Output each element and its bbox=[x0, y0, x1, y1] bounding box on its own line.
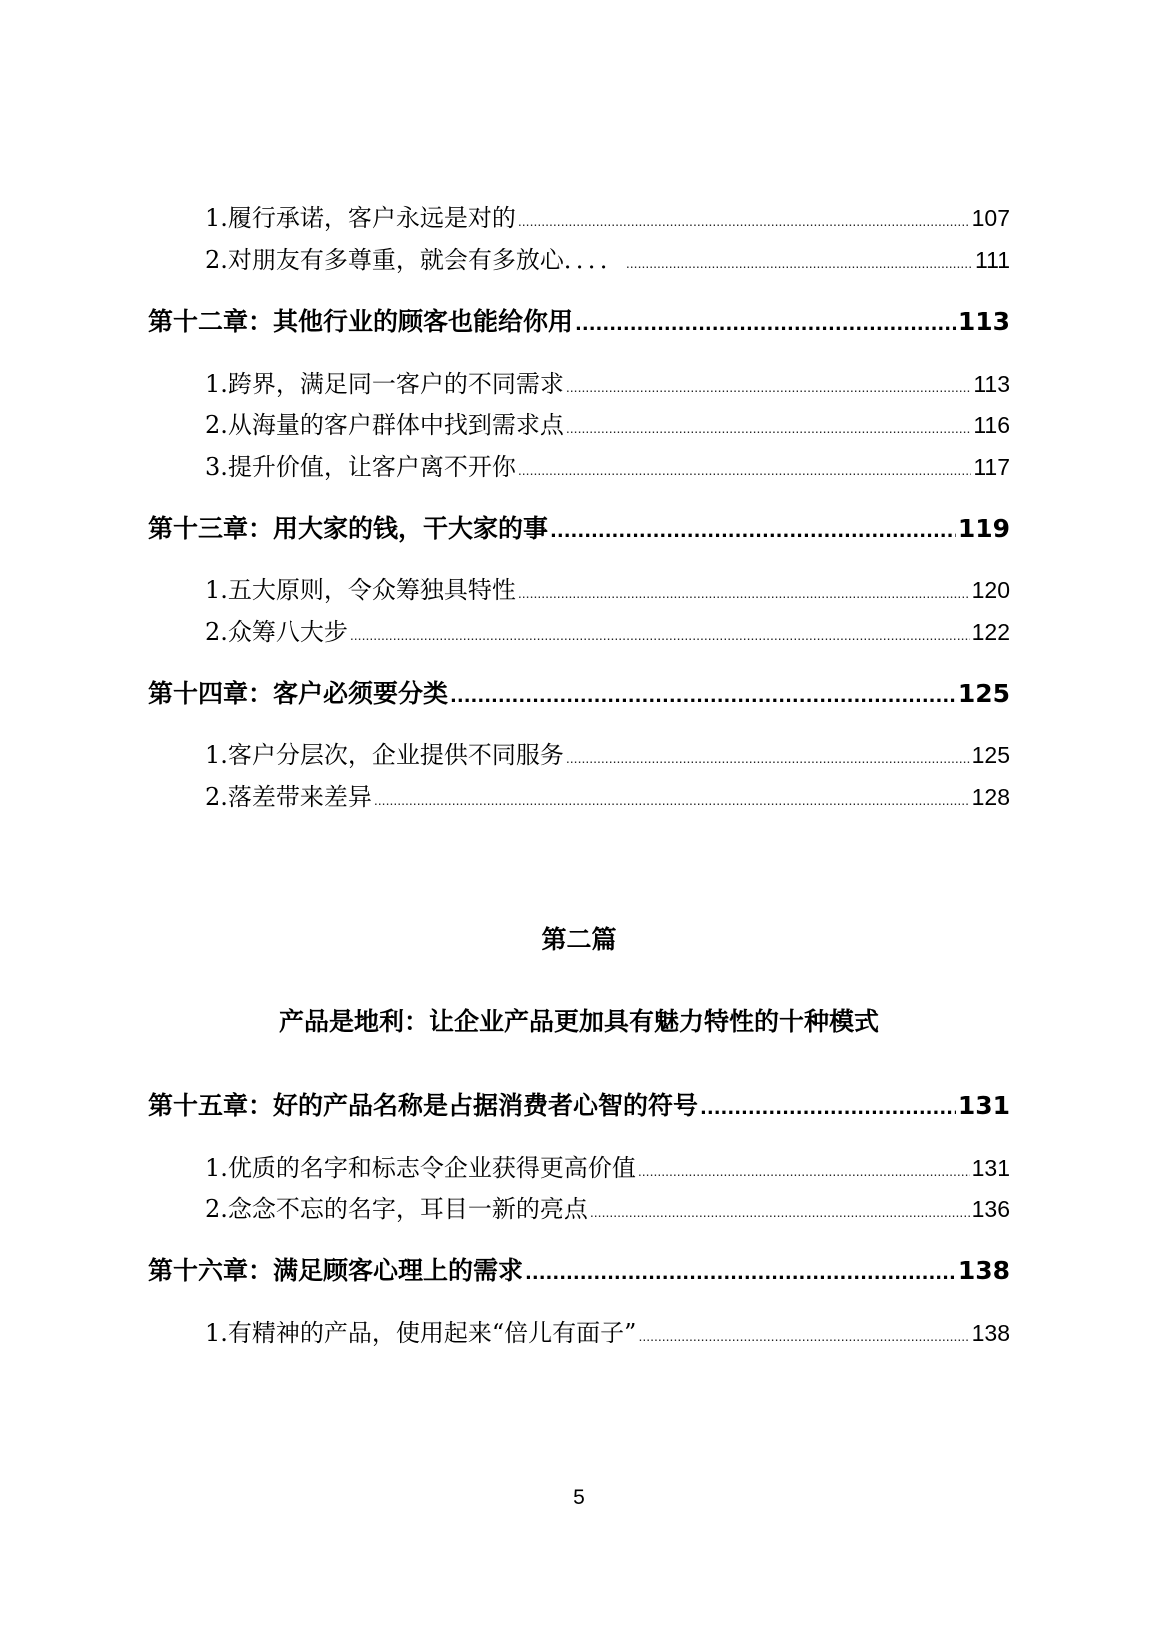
dot-leader bbox=[590, 1204, 970, 1220]
dot-leader bbox=[626, 255, 973, 271]
toc-chapter[interactable] bbox=[148, 509, 1010, 545]
dot-leader bbox=[525, 1263, 956, 1284]
chapter-title: 第十五章：好的产品名称是占据消费者心智的符号 bbox=[148, 1091, 699, 1120]
toc-entry[interactable] bbox=[205, 612, 1010, 647]
toc-entry[interactable] bbox=[205, 198, 1010, 233]
toc-entry[interactable] bbox=[205, 240, 1010, 275]
dot-leader bbox=[518, 462, 971, 478]
dot-leader bbox=[638, 1328, 969, 1344]
toc-entry[interactable] bbox=[205, 1189, 1010, 1224]
toc-entry-page: 111 bbox=[975, 247, 1010, 273]
toc-entry[interactable] bbox=[205, 735, 1010, 770]
toc-entry-title: 2.对朋友有多尊重，就会有多放心．．．． bbox=[205, 246, 624, 274]
toc-entry-page: 113 bbox=[973, 371, 1010, 397]
toc-entry-page: 128 bbox=[971, 784, 1010, 810]
chapter-page: 138 bbox=[957, 1256, 1010, 1285]
dot-leader bbox=[566, 379, 971, 395]
toc-entry-page: 122 bbox=[971, 619, 1010, 645]
toc-entry-title: 1.有精神的产品，使用起来“倍儿有面子” bbox=[205, 1319, 637, 1347]
toc-entry-title: 1.履行承诺，客户永远是对的 bbox=[205, 204, 516, 232]
toc-chapter[interactable] bbox=[148, 1086, 1010, 1122]
toc-entry-page: 117 bbox=[973, 454, 1010, 480]
toc-entry-page: 116 bbox=[973, 412, 1010, 438]
toc-entry[interactable] bbox=[205, 447, 1010, 482]
chapter-page: 119 bbox=[957, 514, 1010, 543]
dot-leader bbox=[518, 585, 970, 601]
toc-entry[interactable] bbox=[205, 1313, 1010, 1348]
toc-entry-page: 120 bbox=[971, 577, 1010, 603]
toc-entry-page: 107 bbox=[971, 205, 1010, 231]
toc-entry-page: 138 bbox=[971, 1320, 1010, 1346]
toc-entry-title: 1.优质的名字和标志令企业获得更高价值 bbox=[205, 1154, 636, 1182]
toc-entry-page: 131 bbox=[971, 1155, 1010, 1181]
part-title: 产品是地利：让企业产品更加具有魅力特性的十种模式 bbox=[278, 1007, 879, 1036]
toc-entry-title: 1.五大原则，令众筹独具特性 bbox=[205, 576, 516, 604]
dot-leader bbox=[638, 1163, 970, 1179]
page-number: 5 bbox=[573, 1486, 585, 1509]
toc-entry-title: 1.跨界，满足同一客户的不同需求 bbox=[205, 370, 564, 398]
chapter-title: 第十二章：其他行业的顾客也能给你用 bbox=[148, 307, 574, 336]
dot-leader bbox=[518, 213, 970, 229]
toc-entry[interactable] bbox=[205, 405, 1010, 440]
toc-entry[interactable] bbox=[205, 777, 1010, 812]
dot-leader bbox=[374, 792, 970, 808]
part-label: 第二篇 bbox=[541, 925, 617, 954]
chapter-title: 第十三章：用大家的钱，干大家的事 bbox=[148, 514, 549, 543]
toc-entry-title: 2.落差带来差异 bbox=[205, 783, 372, 811]
dot-leader bbox=[566, 750, 970, 766]
dot-leader bbox=[700, 1098, 956, 1119]
toc-entry-title: 2.众筹八大步 bbox=[205, 618, 348, 646]
toc-entry-title: 2.从海量的客户群体中找到需求点 bbox=[205, 411, 564, 439]
toc-entry-title: 3.提升价值，让客户离不开你 bbox=[205, 453, 516, 481]
toc-entry[interactable] bbox=[205, 570, 1010, 605]
toc-entry-title: 1.客户分层次，企业提供不同服务 bbox=[205, 741, 564, 769]
toc-chapter[interactable] bbox=[148, 674, 1010, 710]
chapter-page: 131 bbox=[957, 1091, 1010, 1120]
chapter-title: 第十四章：客户必须要分类 bbox=[148, 679, 449, 708]
dot-leader bbox=[575, 314, 956, 335]
dot-leader bbox=[566, 420, 971, 436]
toc-entry-title: 2.念念不忘的名字，耳目一新的亮点 bbox=[205, 1195, 588, 1223]
dot-leader bbox=[450, 686, 956, 707]
toc-entry-page: 125 bbox=[971, 742, 1010, 768]
dot-leader bbox=[550, 521, 956, 542]
toc-chapter[interactable] bbox=[148, 302, 1010, 338]
toc-entry[interactable] bbox=[205, 364, 1010, 399]
toc-entry[interactable] bbox=[205, 1148, 1010, 1183]
toc-chapter[interactable] bbox=[148, 1251, 1010, 1287]
chapter-page: 113 bbox=[957, 307, 1010, 336]
dot-leader bbox=[350, 627, 970, 643]
chapter-page: 125 bbox=[957, 679, 1010, 708]
toc-entry-page: 136 bbox=[971, 1196, 1010, 1222]
chapter-title: 第十六章：满足顾客心理上的需求 bbox=[148, 1256, 524, 1285]
